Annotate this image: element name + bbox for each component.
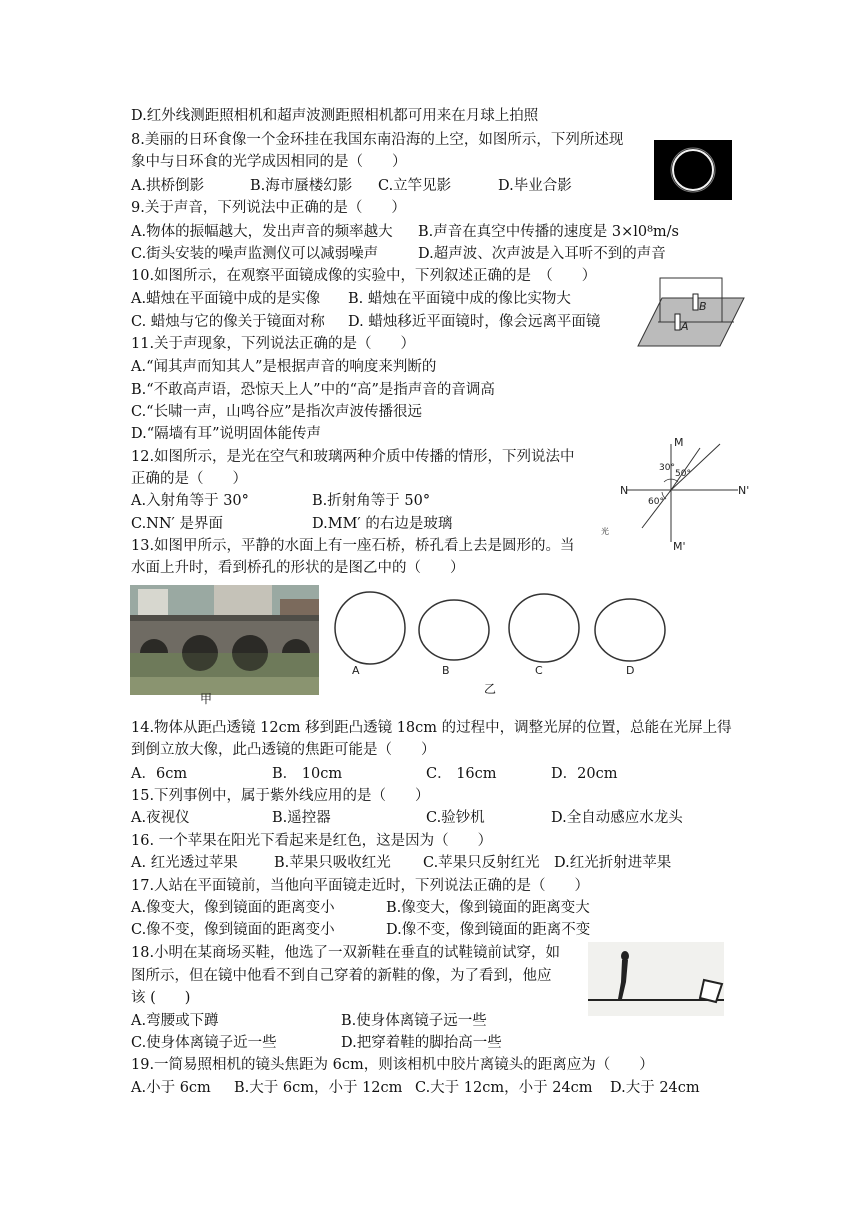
eclipse-ring [654, 140, 732, 200]
q17-option-c: C.像不变，像到镜面的距离变小 [131, 922, 335, 938]
q14-option-a: A．6cm [131, 766, 188, 782]
candle-a-icon [675, 314, 680, 330]
q19-option-d: D.大于 24cm [610, 1080, 700, 1096]
q14-option-d: D．20cm [551, 766, 618, 782]
shape-b-label: B [442, 664, 450, 677]
q14-option-b: B． 10cm [272, 766, 343, 782]
mirror-icon [700, 980, 722, 1002]
q14-option-c: C． 16cm [426, 766, 497, 782]
person-body [618, 960, 628, 999]
q10-option-d: D. 蜡烛移近平面镜时，像会远离平面镜 [348, 314, 601, 330]
shape-a [335, 592, 405, 664]
label-n-prime: N' [738, 484, 750, 497]
q8-stem-line2: 象中与日环食的光学成因相同的是（ ） [131, 154, 407, 170]
q16-option-c: C.苹果只反射红光 [423, 855, 540, 871]
side-label: 光 [601, 527, 609, 536]
q18-stem-line2: 图所示，但在镜中他看不到自己穿着的新鞋的像，为了看到，他应 [131, 968, 552, 984]
mirror-experiment-figure [636, 276, 746, 348]
q9-option-a: A.物体的振幅越大，发出声音的频率越大 [131, 224, 393, 240]
eclipse-figure [654, 140, 732, 200]
q12-option-b: B.折射角等于 50° [312, 493, 431, 509]
person-head [621, 951, 629, 961]
q10-stem: 10.如图所示，在观察平面镜成像的实验中，下列叙述正确的是 （ ） [131, 268, 597, 284]
shape-c [509, 594, 579, 662]
q17-option-a: A.像变大，像到镜面的距离变小 [131, 900, 335, 916]
q12-option-a: A.入射角等于 30° [131, 493, 249, 509]
q8-option-c: C.立竿见影 [378, 178, 452, 194]
q8-option-a: A.拱桥倒影 [131, 178, 205, 194]
shape-a-label: A [352, 664, 360, 677]
label-m: M [674, 436, 684, 449]
q18-stem-line3: 该 ( ) [131, 990, 191, 1006]
q12-option-d: D.MM′ 的右边是玻璃 [312, 516, 453, 532]
q15-stem: 15.下列事例中，属于紫外线应用的是（ ） [131, 788, 430, 804]
q16-stem: 16. 一个苹果在阳光下看起来是红色，这是因为（ ） [131, 833, 493, 849]
figure-jia-caption: 甲 [200, 692, 213, 706]
q11-option-a: A.“闻其声而知其人”是根据声音的响度来判断的 [131, 359, 437, 375]
q12-stem-line2: 正确的是（ ） [131, 471, 247, 487]
refraction-figure [598, 436, 754, 554]
stone-bridge-figure [130, 585, 319, 695]
q18-option-d: D.把穿着鞋的脚抬高一些 [341, 1035, 502, 1051]
q15-option-d: D.全自动感应水龙头 [551, 810, 683, 826]
q15-option-a: A.夜视仪 [131, 810, 190, 826]
angle-30: 30° [659, 463, 675, 473]
q13-stem-line1: 13.如图甲所示，平静的水面上有一座石桥，桥孔看上去是圆形的。当 [131, 538, 575, 554]
q16-option-d: D.红光折射进苹果 [554, 855, 672, 871]
q17-option-d: D.像不变，像到镜面的距离不变 [386, 922, 591, 938]
q18-option-b: B.使身体离镜子远一些 [341, 1013, 487, 1029]
q7-option-d: D.红外线测距照相机和超声波测距照相机都可用来在月球上拍照 [131, 108, 539, 124]
q18-option-a: A.弯腰或下蹲 [131, 1013, 219, 1029]
q8-option-b: B.海市蜃楼幻影 [250, 178, 353, 194]
candle-b-label: B [699, 300, 707, 313]
q19-option-b: B.大于 6cm，小于 12cm [234, 1080, 403, 1096]
q9-option-b: B.声音在真空中传播的速度是 3×l0⁸m/s [418, 224, 679, 240]
q19-stem: 19.一简易照相机的镜头焦距为 6cm，则该相机中胶片离镜头的距离应为（ ） [131, 1057, 654, 1073]
q19-option-c: C.大于 12cm，小于 24cm [415, 1080, 593, 1096]
candle-b-icon [693, 294, 698, 310]
q8-option-d: D.毕业合影 [498, 178, 572, 194]
q9-option-d: D.超声波、次声波是入耳听不到的声音 [418, 246, 666, 262]
q12-option-c: C.NN′ 是界面 [131, 516, 223, 532]
q11-option-d: D.“隔墙有耳”说明固体能传声 [131, 426, 322, 442]
label-n: N [620, 484, 629, 497]
candle-a-label: A [681, 320, 689, 333]
q15-option-b: B.遥控器 [272, 810, 331, 826]
q10-option-b: B. 蜡烛在平面镜中成的像比实物大 [348, 291, 571, 307]
q16-option-a: A. 红光透过苹果 [131, 855, 238, 871]
angle-50: 50° [675, 469, 691, 479]
q14-stem-line1: 14.物体从距凸透镜 12cm 移到距凸透镜 18cm 的过程中，调整光屏的位置，总能在光屏上得 [131, 720, 732, 736]
angle-60: 60° [648, 497, 664, 507]
q16-option-b: B.苹果只吸收红光 [274, 855, 391, 871]
q10-option-a: A.蜡烛在平面镜中成的是实像 [131, 291, 321, 307]
q12-stem-line1: 12.如图所示，是光在空气和玻璃两种介质中传播的情形，下列说法中 [131, 449, 575, 465]
q14-stem-line2: 到倒立放大像，此凸透镜的焦距可能是（ ） [131, 742, 436, 758]
q9-stem: 9.关于声音，下列说法中正确的是（ ） [131, 200, 406, 216]
q11-stem: 11.关于声现象，下列说法正确的是（ ） [131, 336, 416, 352]
figure-yi-caption: 乙 [484, 682, 497, 696]
q18-stem-line1: 18.小明在某商场买鞋，他选了一双新鞋在垂直的试鞋镜前试穿，如 [131, 945, 561, 961]
q18-option-c: C.使身体离镜子近一些 [131, 1035, 277, 1051]
shape-b [419, 600, 489, 660]
q10-option-c: C. 蜡烛与它的像关于镜面对称 [131, 314, 325, 330]
q13-stem-line2: 水面上升时，看到桥孔的形状的是图乙中的（ ） [131, 560, 465, 576]
q11-option-b: B.“不敢高声语，恐惊天上人”中的“高”是指声音的音调高 [131, 382, 495, 398]
shoe-mirror-figure [588, 942, 724, 1016]
q11-option-c: C.“长啸一声，山鸣谷应”是指次声波传播很远 [131, 404, 423, 420]
shape-d-label: D [626, 664, 635, 677]
label-m-prime: M' [673, 540, 686, 553]
q8-stem-line1: 8.美丽的日环食像一个金环挂在我国东南沿海的上空，如图所示，下列所述现 [131, 132, 624, 148]
bridge-hole-shapes-figure [330, 588, 682, 696]
q17-stem: 17.人站在平面镜前，当他向平面镜走近时，下列说法正确的是（ ） [131, 878, 590, 894]
q15-option-c: C.验钞机 [426, 810, 485, 826]
q19-option-a: A.小于 6cm [131, 1080, 211, 1096]
shape-c-label: C [535, 664, 543, 677]
q17-option-b: B.像变大，像到镜面的距离变大 [386, 900, 590, 916]
q9-option-c: C.街头安装的噪声监测仪可以减弱噪声 [131, 246, 379, 262]
shape-d [595, 599, 665, 661]
